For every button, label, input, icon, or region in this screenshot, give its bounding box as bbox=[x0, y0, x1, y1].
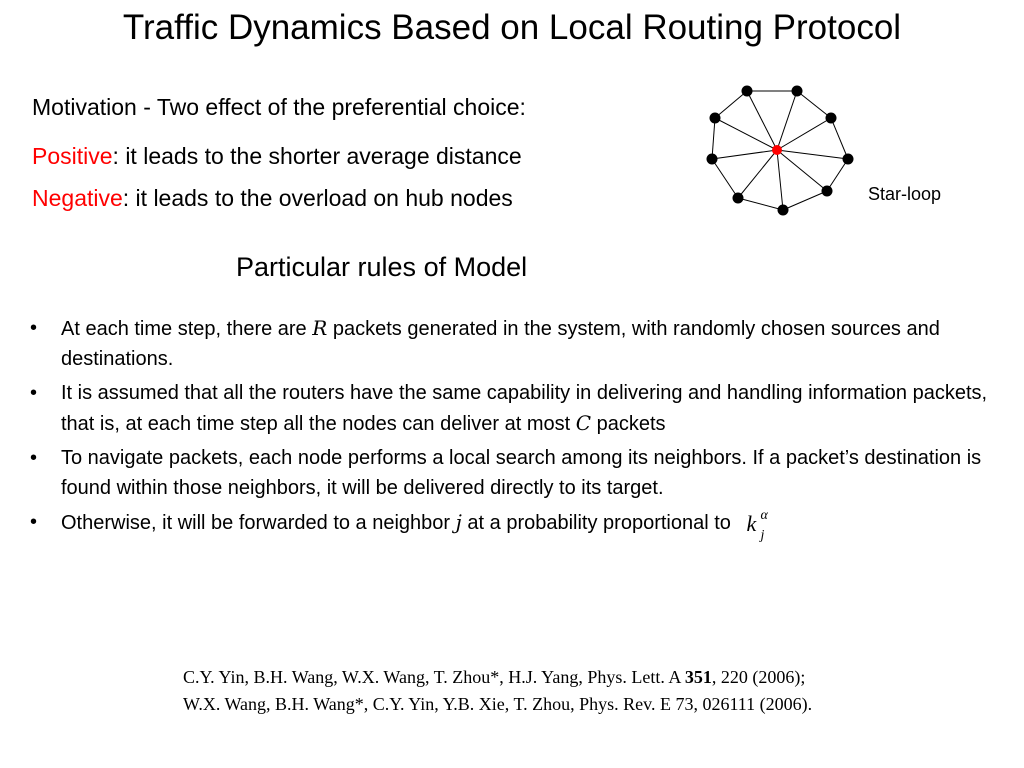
graph-node bbox=[778, 205, 789, 216]
rules-list bbox=[30, 313, 990, 542]
graph-node bbox=[822, 186, 833, 197]
bullet-marker: • bbox=[30, 447, 38, 469]
bullet-marker: • bbox=[30, 511, 38, 533]
reference-1: C.Y. Yin, B.H. Wang, W.X. Wang, T. Zhou*, H.J. Yang, Phys. Lett. A 351, 220 (2006); bbox=[183, 667, 806, 687]
list-item: • At each time step, there are R packets generated in the system, with randomly chosen sources and destinations. bbox=[30, 313, 990, 374]
spoke-edge bbox=[715, 118, 777, 150]
rules-heading: Particular rules of Model bbox=[236, 252, 528, 282]
spoke-edge bbox=[747, 91, 777, 150]
reference-2: W.X. Wang, B.H. Wang*, C.Y. Yin, Y.B. Xie, T. Zhou, Phys. Rev. E 73, 026111 (2006). bbox=[183, 694, 813, 714]
loop-edge bbox=[783, 191, 827, 210]
graph-node bbox=[710, 113, 721, 124]
negative-label: Negative bbox=[32, 185, 123, 211]
graph-node bbox=[742, 86, 753, 97]
volume-number: 351 bbox=[684, 667, 712, 687]
positive-text: : it leads to the shorter average distance bbox=[112, 143, 522, 169]
loop-edge bbox=[738, 198, 783, 210]
slide-title: Traffic Dynamics Based on Local Routing Protocol bbox=[122, 8, 902, 47]
formula-superscript: α bbox=[760, 508, 768, 523]
variable-j: j bbox=[455, 510, 462, 534]
loop-edge bbox=[712, 159, 738, 198]
hub-node bbox=[772, 145, 782, 155]
spoke-edge bbox=[777, 150, 783, 210]
formula-base: k bbox=[746, 511, 757, 536]
loop-edge bbox=[827, 159, 848, 191]
variable-c: C bbox=[575, 411, 592, 435]
loop-edge bbox=[797, 91, 831, 118]
positive-label: Positive bbox=[32, 143, 113, 169]
spoke-edge bbox=[712, 150, 777, 159]
spoke-edge bbox=[777, 118, 831, 150]
loop-edge bbox=[715, 91, 747, 118]
star-loop-graph bbox=[690, 70, 860, 225]
spoke-edge bbox=[777, 150, 848, 159]
graph-node bbox=[843, 154, 854, 165]
graph-node bbox=[792, 86, 803, 97]
figure-caption: Star-loop bbox=[868, 184, 942, 204]
negative-effect bbox=[32, 185, 513, 212]
list-item: • Otherwise, it will be forwarded to a neighbor j at a probability proportional to k α j bbox=[30, 507, 990, 538]
loop-edge bbox=[712, 118, 715, 159]
loop-edge bbox=[831, 118, 848, 159]
positive-effect bbox=[32, 143, 522, 170]
graph-node bbox=[707, 154, 718, 165]
bullet-marker: • bbox=[30, 382, 38, 404]
list-item: • It is assumed that all the routers have the same capability in delivering and handling information packets, that is, at each time step all the nodes can deliver at most C packets bbox=[30, 378, 990, 439]
graph-node bbox=[733, 193, 744, 204]
motivation-text: Motivation - Two effect of the preferential choice: bbox=[32, 94, 526, 120]
formula-subscript: j bbox=[760, 528, 765, 543]
list-item: • To navigate packets, each node performs a local search among its neighbors. If a packet’s destination is found within those neighbors, it will be delivered directly to its target. bbox=[30, 443, 990, 503]
spoke-edge bbox=[777, 91, 797, 150]
bullet-marker: • bbox=[30, 317, 38, 339]
graph-nodes bbox=[707, 86, 854, 216]
spoke-edge bbox=[777, 150, 827, 191]
variable-r: R bbox=[312, 316, 328, 340]
references bbox=[183, 664, 812, 718]
negative-text: : it leads to the overload on hub nodes bbox=[122, 185, 513, 211]
spoke-edge bbox=[738, 150, 777, 198]
degree-formula bbox=[742, 507, 782, 543]
graph-node bbox=[826, 113, 837, 124]
